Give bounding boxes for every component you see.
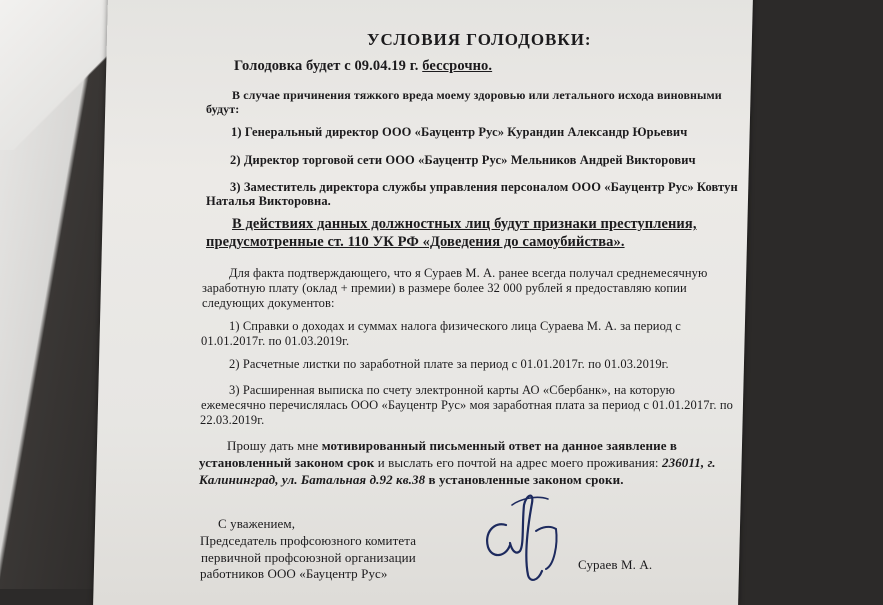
request-line-2-a: установленный законом срок bbox=[199, 455, 375, 470]
request-line-2 bbox=[199, 455, 716, 471]
position-line-2: первичной профсоюзной организации bbox=[201, 550, 416, 565]
income-line-1: Для факта подтверждающего, что я Сураев М. А. ранее всегда получал среднемесячную bbox=[229, 266, 708, 280]
signatory-name: Сураев М. А. bbox=[578, 557, 653, 572]
request-line-2-b: и выслать его почтой на адрес моего проживания: bbox=[374, 455, 662, 470]
crime-line-2: предусмотренные ст. 110 УК РФ «Доведения до самоубийства». bbox=[206, 234, 625, 250]
request-line-3-b: в установленные законом сроки. bbox=[425, 472, 624, 487]
doc-1-line-1: 1) Справки о доходах и суммах налога физического лица Сураева М. А. за период с bbox=[229, 319, 681, 333]
person-2: 2) Директор торговой сети ООО «Бауцентр Рус» Мельников Андрей Викторович bbox=[230, 153, 696, 167]
handwritten-signature bbox=[476, 485, 571, 585]
person-1: 1) Генеральный директор ООО «Бауцентр Рус» Курандин Александр Юрьевич bbox=[231, 125, 688, 139]
request-line-3-a: Калининград, ул. Батальная д.92 кв.38 bbox=[199, 472, 426, 487]
doc-2: 2) Расчетные листки по заработной плате за период с 01.01.2017г. по 01.03.2019г. bbox=[229, 357, 669, 371]
request-line-1-a: Прошу дать мне bbox=[227, 438, 322, 453]
intro-line-2: будут: bbox=[206, 102, 240, 116]
position-line-3: работников ООО «Бауцентр Рус» bbox=[200, 566, 388, 581]
subtitle bbox=[234, 58, 492, 75]
income-line-3: следующих документов: bbox=[202, 296, 335, 310]
subtitle-prefix: Голодовка будет с 09.04.19 г. bbox=[234, 58, 423, 74]
request-line-2-c: 236011, г. bbox=[662, 455, 716, 470]
doc-3-line-3: 22.03.2019г. bbox=[200, 413, 265, 427]
request-line-1-b: мотивированный письменный ответ на данное заявление в bbox=[321, 438, 678, 453]
person-3: 3) Заместитель директора службы управления персоналом ООО «Бауцентр Рус» Ковтун bbox=[230, 180, 738, 194]
position-line-1: Председатель профсоюзного комитета bbox=[200, 533, 417, 548]
doc-3-line-1: 3) Расширенная выписка по счету электронной карты АО «Сбербанк», на которую bbox=[229, 383, 676, 397]
income-line-2: заработную плату (оклад + премии) в размере более 32 000 рублей я предоставляю копии bbox=[202, 281, 687, 295]
closing: С уважением, bbox=[218, 516, 296, 531]
request-line-1 bbox=[227, 438, 677, 454]
subtitle-term: бессрочно. bbox=[422, 58, 493, 74]
person-3-cont: Наталья Викторовна. bbox=[206, 194, 331, 208]
crime-line-1: В действиях данных должностных лиц будут признаки преступления, bbox=[232, 216, 697, 232]
document-title: УСЛОВИЯ ГОЛОДОВКИ: bbox=[367, 30, 592, 49]
doc-3-line-2: ежемесячно перечислялась ООО «Бауцентр Рус» моя заработная плата за период с 01.01.2017г. по bbox=[201, 398, 733, 412]
doc-1-line-2: 01.01.2017г. по 01.03.2019г. bbox=[201, 334, 350, 348]
intro-line-1: В случае причинения тяжкого вреда моему здоровью или летального исхода виновными bbox=[232, 88, 722, 102]
